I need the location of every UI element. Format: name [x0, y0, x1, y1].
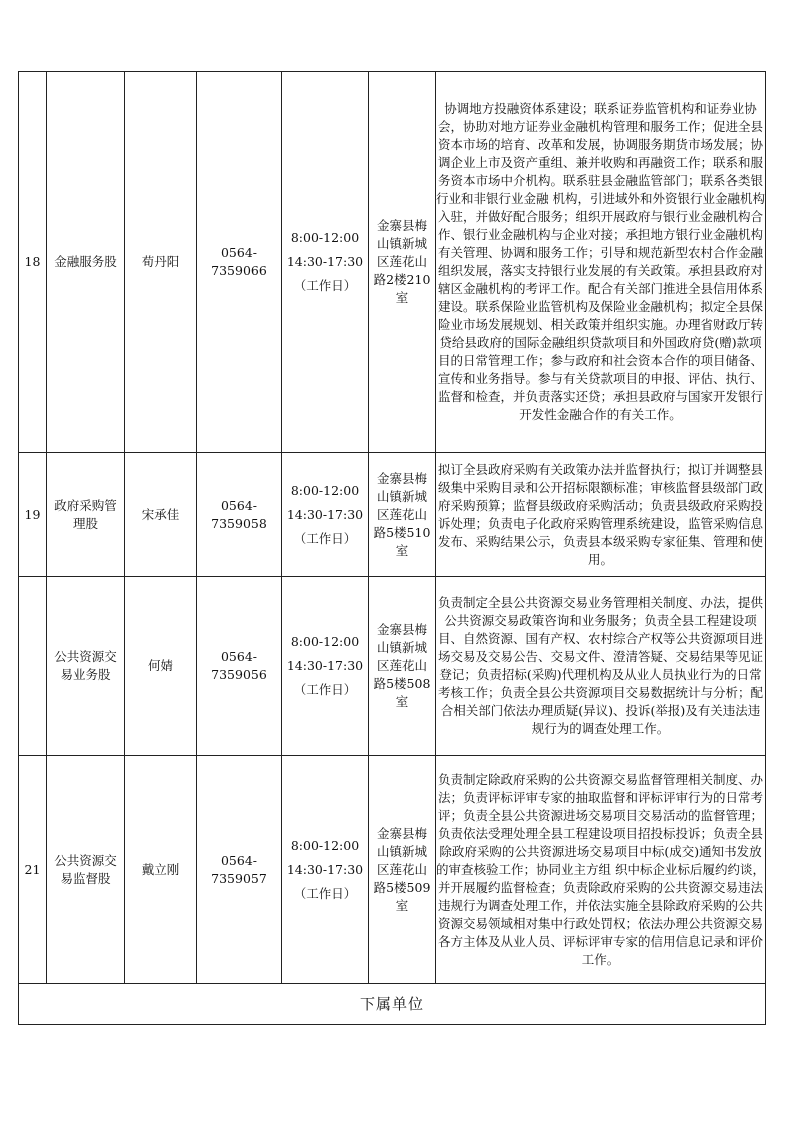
office-address: 金寨县梅 山镇新城 区莲花山 路5楼509 室 [369, 756, 436, 984]
department-name: 政府采购管 理股 [47, 453, 125, 577]
office-address: 金寨县梅 山镇新城 区莲花山 路5楼510 室 [369, 453, 436, 577]
duties-text: 负责制定全县公共资源交易业务管理相关制度、办法，提供公共资源交易政策咨询和业务服务；负责全县工程建设项目、自然资源、国有产权、农村综合产权等公共资源项目进场交易及交易公告、交易文件、澄清答疑、交易结果等见证登记；负责招标(采购)代理机构及从业人员执业行为的日常考核工作；负责全县公共资源项目交易数据统计与分析；配合相关部门依法办理质疑(异议)、投诉(举报)及有关违法违规行为的调查处理工作。 [436, 577, 766, 756]
section-title: 下属单位 [19, 984, 766, 1025]
department-name: 公共资源交 易监督股 [47, 756, 125, 984]
phone-number: 0564- 7359056 [197, 577, 282, 756]
department-name: 公共资源交 易业务股 [47, 577, 125, 756]
table-row [19, 72, 766, 453]
duties-text: 拟订全县政府采购有关政策办法并监督执行；拟订并调整县级集中采购目录和公开招标限额标准；审核监督县级部门政府采购预算；监督县级政府采购活动；负责县级政府采购投诉处理；负责电子化政府采购管理系统建设，监管采购信息发布、采购结果公示，负责县本级采购专家征集、管理和使用。 [436, 453, 766, 577]
phone-number: 0564- 7359066 [197, 72, 282, 453]
row-number: 19 [19, 453, 47, 577]
department-table [18, 71, 766, 1025]
row-number: 18 [19, 72, 47, 453]
table-row [19, 577, 766, 756]
person-name: 荀丹阳 [125, 72, 197, 453]
section-header-row [19, 984, 766, 1025]
duties-text: 协调地方投融资体系建设；联系证券监管机构和证券业协会，协助对地方证券业金融机构管理和服务工作；促进全县资本市场的培育、改革和发展，协调服务期货市场发展；协调企业上市及资产重组、兼并收购和再融资工作；联系和服务资本市场中介机构。联系驻县金融监管部门；联系各类银行业和非银行业金融 机构，引进域外和外资银行业金融机构入驻，并做好配合服务；组织开展政府与银行业金融机构合作、银行业金融机构与企业对接；承担地方银行业金融机构有关管理、协调和服务工作；引导和规范新型农村合作金融组织发展，落实支持银行业发展的有关政策。承担县政府对辖区金融机构的考评工作。配合有关部门推进全县信用体系建设。联系保险业监管机构及保险业金融机构；拟定全县保险业市场发展规划、相关政策并组织实施。办理省财政厅转贷给县政府的国际金融组织贷款项目和外国政府贷(赠)款项目的日常管理工作；参与政府和社会资本合作的项目储备、宣传和业务指导。参与有关贷款项目的申报、评估、执行、监督和检查，并负责落实还贷；承担县政府与国家开发银行开发性金融合作的有关工作。 [436, 72, 766, 453]
table-row [19, 453, 766, 577]
department-name: 金融服务股 [47, 72, 125, 453]
office-hours: 8:00-12:00 14:30-17:30 （工作日） [282, 756, 369, 984]
office-hours: 8:00-12:00 14:30-17:30 （工作日） [282, 72, 369, 453]
duties-text: 负责制定除政府采购的公共资源交易监督管理相关制度、办法；负责评标评审专家的抽取监督和评标评审行为的日常考评；负责全县公共资源进场交易项目交易活动的监督管理；负责依法受理处理全县工程建设项目招投标投诉；负责全县除政府采购的公共资源进场交易项目中标(成交)通知书发放的审查核验工作；协同业主方组 织中标企业标后履约约谈，并开展履约监督检查；负责除政府采购的公共资源交易违法违规行为调查处理工作，并依法实施全县除政府采购的公共资源交易领域相对集中行政处罚权；依法办理公共资源交易各方主体及从业人员、评标评审专家的信用信息记录和评价工作。 [436, 756, 766, 984]
phone-number: 0564- 7359057 [197, 756, 282, 984]
office-hours: 8:00-12:00 14:30-17:30 （工作日） [282, 453, 369, 577]
row-number: 21 [19, 756, 47, 984]
row-number [19, 577, 47, 756]
person-name: 宋承佳 [125, 453, 197, 577]
person-name: 戴立刚 [125, 756, 197, 984]
office-address: 金寨县梅 山镇新城 区莲花山 路5楼508 室 [369, 577, 436, 756]
table-row [19, 756, 766, 984]
person-name: 何婧 [125, 577, 197, 756]
phone-number: 0564- 7359058 [197, 453, 282, 577]
office-address: 金寨县梅 山镇新城 区莲花山 路2楼210 室 [369, 72, 436, 453]
office-hours: 8:00-12:00 14:30-17:30 （工作日） [282, 577, 369, 756]
